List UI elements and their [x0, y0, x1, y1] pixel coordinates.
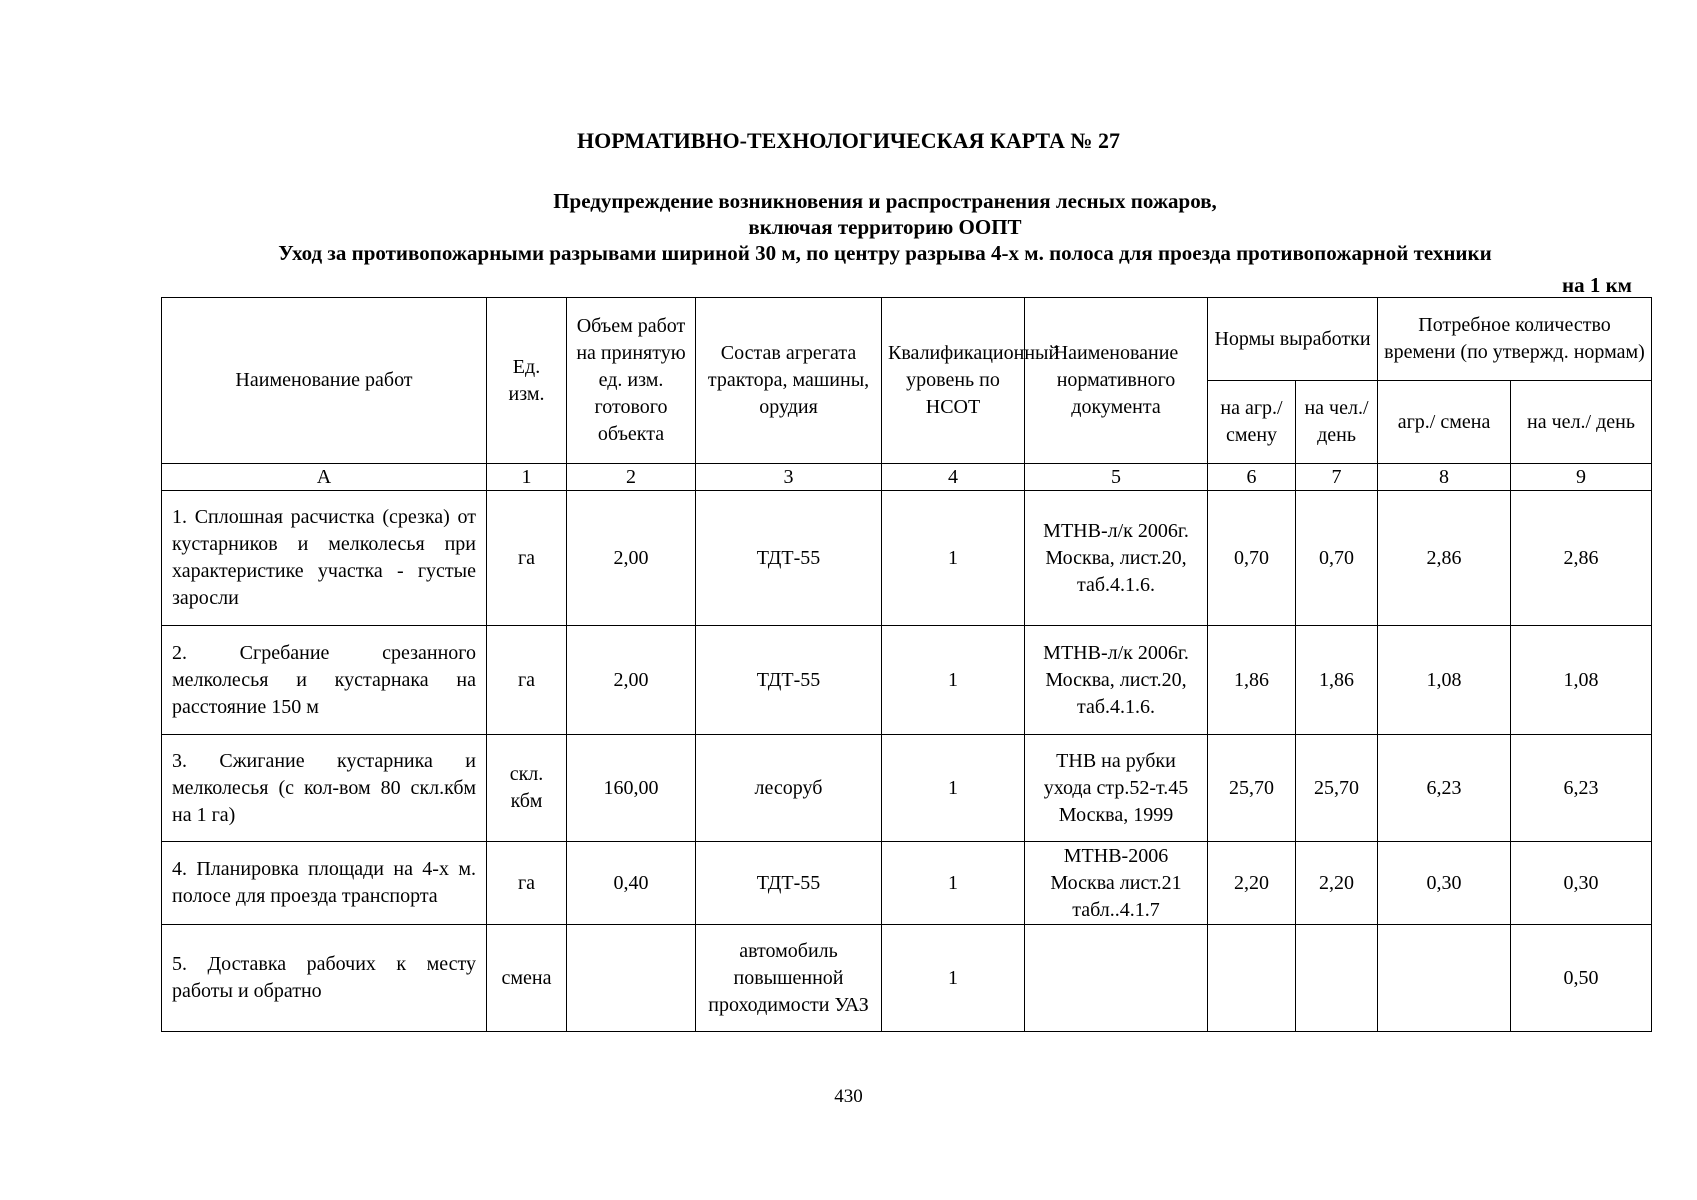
cell-time-person: 1,08 — [1511, 626, 1652, 735]
table-row — [162, 842, 1652, 925]
subtitle-line-3: Уход за противопожарными разрывами шириной 30 м, по центру разрыва 4-х м. полоса для проезда противопожарной техники — [278, 241, 1492, 265]
cell-work-name: 5. Доставка рабочих к месту работы и обратно — [162, 925, 487, 1032]
header-volume: Объем работ на принятую ед. изм. готового объекта — [567, 298, 696, 464]
header-qualification: Квалификационный уровень по НСОТ — [882, 298, 1025, 464]
cell-unit: га — [487, 491, 567, 626]
cell-unit: скл. кбм — [487, 735, 567, 842]
cell-time-agr: 2,86 — [1378, 491, 1511, 626]
cell-unit: смена — [487, 925, 567, 1032]
cell-time-person: 2,86 — [1511, 491, 1652, 626]
cell-norm-agr: 0,70 — [1208, 491, 1296, 626]
column-number: 1 — [487, 464, 567, 491]
header-norms-agr: на агр./ смену — [1208, 381, 1296, 464]
cell-qualification: 1 — [882, 626, 1025, 735]
header-norms: Нормы выработки — [1208, 298, 1378, 381]
column-number: 9 — [1511, 464, 1652, 491]
cell-volume: 2,00 — [567, 626, 696, 735]
cell-time-person: 6,23 — [1511, 735, 1652, 842]
cell-norm-person: 2,20 — [1296, 842, 1378, 925]
cell-qualification: 1 — [882, 842, 1025, 925]
cell-time-agr — [1378, 925, 1511, 1032]
cell-work-name: 2. Сгребание срезанного мелколесья и кустарнака на расстояние 150 м — [162, 626, 487, 735]
header-name: Наименование работ — [162, 298, 487, 464]
column-number-row — [162, 464, 1652, 491]
header-time-agr: агр./ смена — [1378, 381, 1511, 464]
cell-norm-person: 25,70 — [1296, 735, 1378, 842]
column-number: 4 — [882, 464, 1025, 491]
cell-volume: 0,40 — [567, 842, 696, 925]
column-number: А — [162, 464, 487, 491]
cell-document: МТНВ-2006 Москва лист.21 табл..4.1.7 — [1025, 842, 1208, 925]
table-row — [162, 626, 1652, 735]
cell-time-agr: 6,23 — [1378, 735, 1511, 842]
cell-document: ТНВ на рубки ухода стр.52-т.45 Москва, 1999 — [1025, 735, 1208, 842]
cell-time-person: 0,30 — [1511, 842, 1652, 925]
subtitle-line-1: Предупреждение возникновения и распространения лесных пожаров, — [553, 189, 1217, 213]
cell-document — [1025, 925, 1208, 1032]
cell-aggregate: ТДТ-55 — [696, 626, 882, 735]
column-number: 7 — [1296, 464, 1378, 491]
header-row — [162, 298, 1652, 381]
cell-volume: 2,00 — [567, 491, 696, 626]
header-aggregate: Состав агрегата трактора, машины, орудия — [696, 298, 882, 464]
cell-aggregate: лесоруб — [696, 735, 882, 842]
cell-time-agr: 0,30 — [1378, 842, 1511, 925]
column-number: 3 — [696, 464, 882, 491]
cell-norm-person — [1296, 925, 1378, 1032]
cell-work-name: 3. Сжигание кустарника и мелколесья (с кол-вом 80 скл.кбм на 1 га) — [162, 735, 487, 842]
header-unit: Ед. изм. — [487, 298, 567, 464]
cell-norm-agr — [1208, 925, 1296, 1032]
header-time-person: на чел./ день — [1511, 381, 1652, 464]
cell-norm-agr: 1,86 — [1208, 626, 1296, 735]
header-time: Потребное количество времени (по утвержд. нормам) — [1378, 298, 1652, 381]
cell-aggregate: ТДТ-55 — [696, 491, 882, 626]
subtitle — [160, 188, 1610, 266]
cell-norm-person: 0,70 — [1296, 491, 1378, 626]
column-number: 6 — [1208, 464, 1296, 491]
cell-norm-agr: 25,70 — [1208, 735, 1296, 842]
column-number: 2 — [567, 464, 696, 491]
cell-work-name: 4. Планировка площади на 4-х м. полосе для проезда транспорта — [162, 842, 487, 925]
cell-aggregate: автомобиль повышенной проходимости УАЗ — [696, 925, 882, 1032]
cell-volume — [567, 925, 696, 1032]
page-number: 430 — [834, 1086, 863, 1107]
cell-unit: га — [487, 626, 567, 735]
column-number: 8 — [1378, 464, 1511, 491]
cell-document: МТНВ-л/к 2006г. Москва, лист.20, таб.4.1.6. — [1025, 491, 1208, 626]
cell-qualification: 1 — [882, 925, 1025, 1032]
column-number: 5 — [1025, 464, 1208, 491]
cell-qualification: 1 — [882, 735, 1025, 842]
cell-norm-agr: 2,20 — [1208, 842, 1296, 925]
cell-time-agr: 1,08 — [1378, 626, 1511, 735]
cell-document: МТНВ-л/к 2006г. Москва, лист.20, таб.4.1.6. — [1025, 626, 1208, 735]
table-row — [162, 491, 1652, 626]
cell-volume: 160,00 — [567, 735, 696, 842]
cell-norm-person: 1,86 — [1296, 626, 1378, 735]
cell-work-name: 1. Сплошная расчистка (срезка) от кустарников и мелколесья при характеристике участка - густые заросли — [162, 491, 487, 626]
header-document: Наименование нормативного документа — [1025, 298, 1208, 464]
cell-time-person: 0,50 — [1511, 925, 1652, 1032]
page-title: НОРМАТИВНО-ТЕХНОЛОГИЧЕСКАЯ КАРТА № 27 — [576, 128, 1120, 153]
cell-qualification: 1 — [882, 491, 1025, 626]
norms-table — [161, 297, 1652, 1032]
table-row — [162, 925, 1652, 1032]
header-norms-person: на чел./ день — [1296, 381, 1378, 464]
subtitle-line-2: включая территорию ООПТ — [748, 215, 1022, 239]
unit-note: на 1 км — [1561, 273, 1632, 297]
table-row — [162, 735, 1652, 842]
cell-unit: га — [487, 842, 567, 925]
cell-aggregate: ТДТ-55 — [696, 842, 882, 925]
